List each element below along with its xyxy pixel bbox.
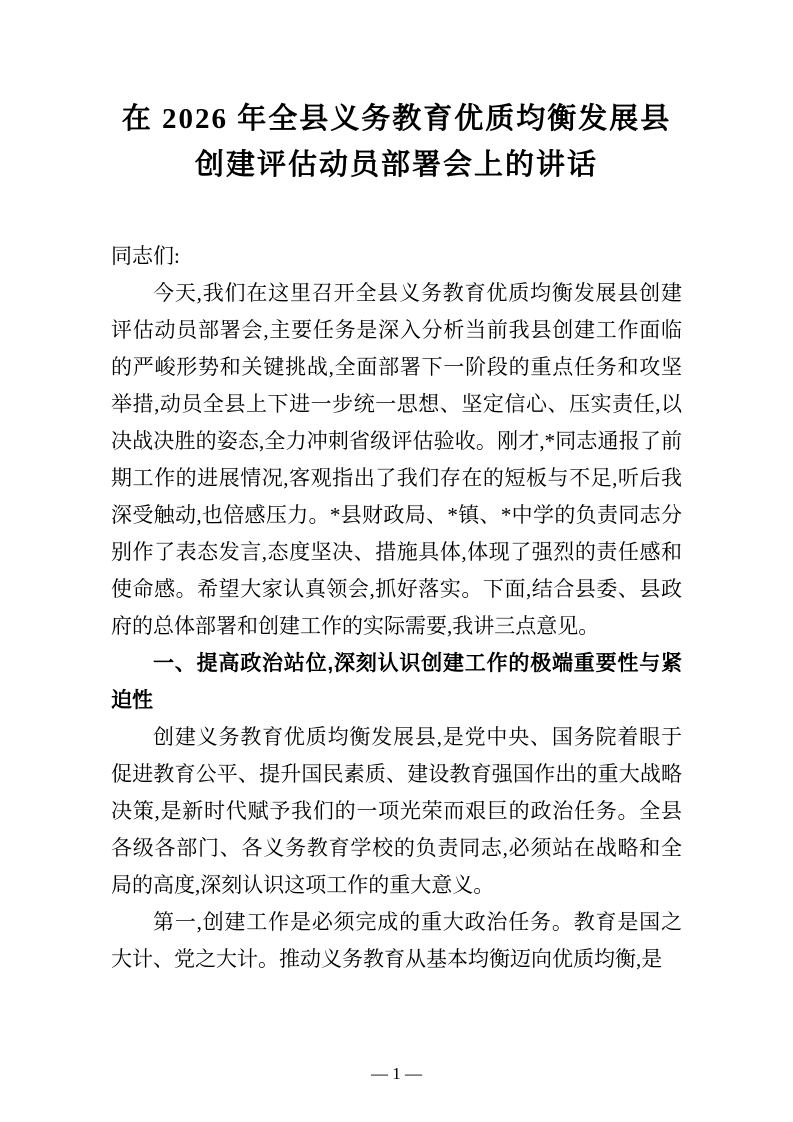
paragraph-section1-intro: 创建义务教育优质均衡发展县,是党中央、国务院着眼于促进教育公平、提升国民素质、建设教育强国作出的重大战略决策,是新时代赋予我们的一项光荣而艰巨的政治任务。全县各级各部门、各义务教育学校的负责同志,必须站在战略和全局的高度,深刻认识这项工作的重大意义。 — [111, 725, 682, 897]
document-title-line-2: 创建评估动员部署会上的讲话 — [194, 149, 598, 181]
document-title-line-1: 在 2026 年全县义务教育优质均衡发展县 — [121, 103, 672, 135]
paragraph-opening: 今天,我们在这里召开全县义务教育优质均衡发展县创建评估动员部署会,主要任务是深入分析当前我县创建工作面临的严峻形势和关键挑战,全面部署下一阶段的重点任务和攻坚举措,动员全县上下进一步统一思想、坚定信心、压实责任,以决战决胜的姿态,全力冲刺省级评估验收。刚才,*同志通报了前期工作的进展情况,客观指出了我们存在的短板与不足,听后我深受触动,也倍感压力。*县财政局、*镇、*中学的负责同志分别作了表态发言,态度坚决、措施具体,体现了强烈的责任感和使命感。希望大家认真领会,抓好落实。下面,结合县委、县政府的总体部署和创建工作的实际需要,我讲三点意见。 — [111, 281, 682, 638]
salutation: 同志们: — [111, 244, 180, 268]
section-heading-1: 一、提高政治站位,深刻认识创建工作的极端重要性与紧迫性 — [111, 652, 682, 712]
page-number: — 1 — — [371, 1064, 422, 1083]
paragraph-first-point: 第一,创建工作是必须完成的重大政治任务。教育是国之大计、党之大计。推动义务教育从基本均衡迈向优质均衡,是 — [111, 910, 682, 971]
document-title — [111, 96, 682, 188]
